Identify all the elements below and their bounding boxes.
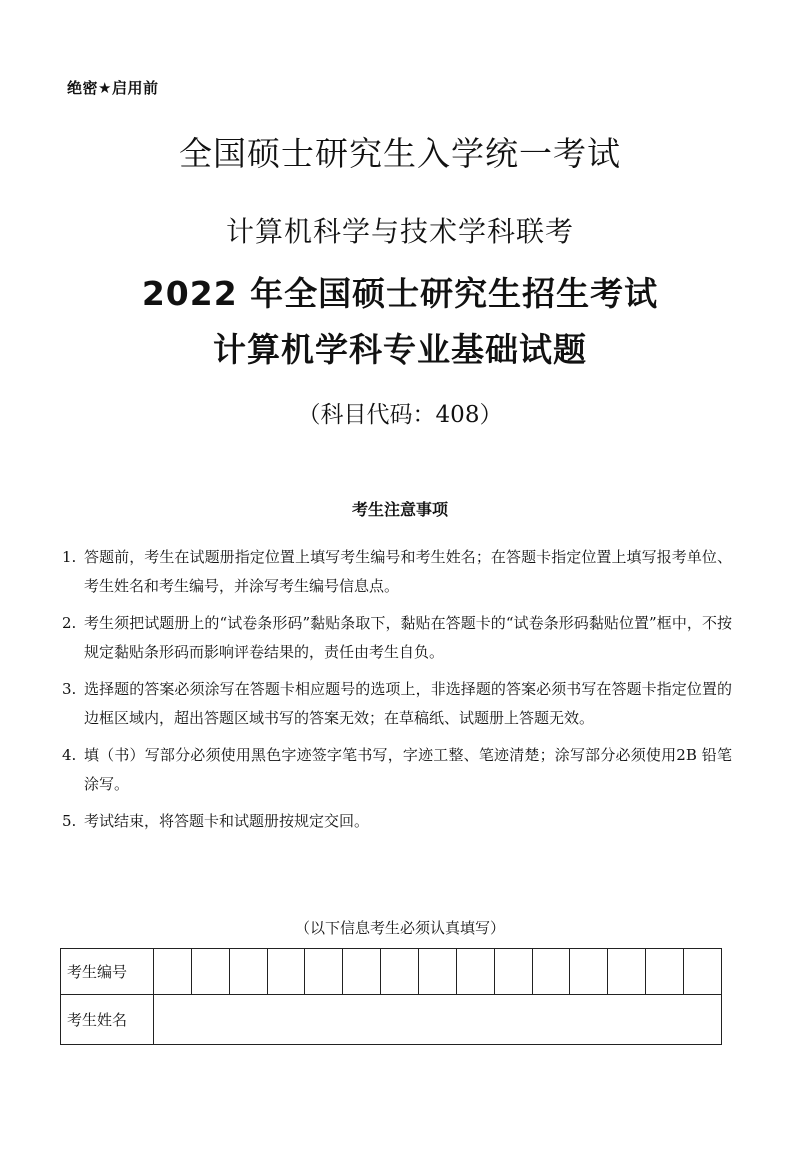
subject-code: （科目代码：408） — [297, 402, 503, 428]
notice-number: 1. — [62, 548, 77, 566]
notice-number: 3. — [62, 680, 77, 698]
exam-number-digit-box[interactable] — [570, 949, 608, 995]
paper-subject: 计算机学科专业基础试题 — [213, 330, 587, 369]
notice-item — [62, 807, 732, 836]
notice-item — [62, 609, 732, 667]
name-field[interactable] — [154, 995, 722, 1045]
name-label: 考生姓名 — [61, 995, 154, 1045]
exam-number-digit-box[interactable] — [608, 949, 646, 995]
exam-number-digit-box[interactable] — [646, 949, 684, 995]
exam-title: 全国硕士研究生入学统一考试 — [179, 134, 621, 173]
exam-number-digit-box[interactable] — [154, 949, 192, 995]
paper-title: 2022 年全国硕士研究生招生考试 — [141, 274, 659, 313]
notice-text: 填（书）写部分必须使用黑色字迹签字笔书写，字迹工整、笔迹清楚；涂写部分必须使用2B 铅笔涂写。 — [84, 746, 732, 793]
notice-item — [62, 741, 732, 799]
exam-number-digit-box[interactable] — [419, 949, 457, 995]
candidate-info-table — [60, 948, 722, 1045]
exam-number-digit-box[interactable] — [532, 949, 570, 995]
exam-number-digit-box[interactable] — [381, 949, 419, 995]
notice-text: 考试结束，将答题卡和试题册按规定交回。 — [84, 812, 370, 830]
notice-text: 考生须把试题册上的“试卷条形码”黏贴条取下，黏贴在答题卡的“试卷条形码黏贴位置”框中，不按规定黏贴条形码而影响评卷结果的，责任由考生自负。 — [84, 614, 732, 661]
exam-number-row — [61, 949, 722, 995]
notice-item — [62, 543, 732, 601]
exam-number-digit-box[interactable] — [684, 949, 722, 995]
name-row — [61, 995, 722, 1045]
exam-number-digit-box[interactable] — [191, 949, 229, 995]
fill-instruction: （以下信息考生必须认真填写） — [294, 919, 505, 937]
confidential-label: 绝密★启用前 — [67, 79, 159, 97]
exam-number-digit-box[interactable] — [267, 949, 305, 995]
exam-number-digit-box[interactable] — [494, 949, 532, 995]
notice-text: 答题前，考生在试题册指定位置上填写考生编号和考生姓名；在答题卡指定位置上填写报考单位、考生姓名和考生编号，并涂写考生编号信息点。 — [84, 548, 732, 595]
notice-text: 选择题的答案必须涂写在答题卡相应题号的选项上，非选择题的答案必须书写在答题卡指定位置的边框区域内，超出答题区域书写的答案无效；在草稿纸、试题册上答题无效。 — [84, 680, 732, 727]
notice-heading: 考生注意事项 — [351, 500, 448, 519]
exam-number-digit-box[interactable] — [343, 949, 381, 995]
exam-number-digit-box[interactable] — [456, 949, 494, 995]
notice-list — [62, 543, 732, 844]
notice-item — [62, 675, 732, 733]
notice-number: 5. — [62, 812, 77, 830]
exam-subtitle: 计算机科学与技术学科联考 — [225, 215, 574, 248]
exam-number-digit-box[interactable] — [229, 949, 267, 995]
exam-number-digit-box[interactable] — [305, 949, 343, 995]
exam-number-label: 考生编号 — [61, 949, 154, 995]
notice-number: 2. — [62, 614, 77, 632]
notice-number: 4. — [62, 746, 77, 764]
